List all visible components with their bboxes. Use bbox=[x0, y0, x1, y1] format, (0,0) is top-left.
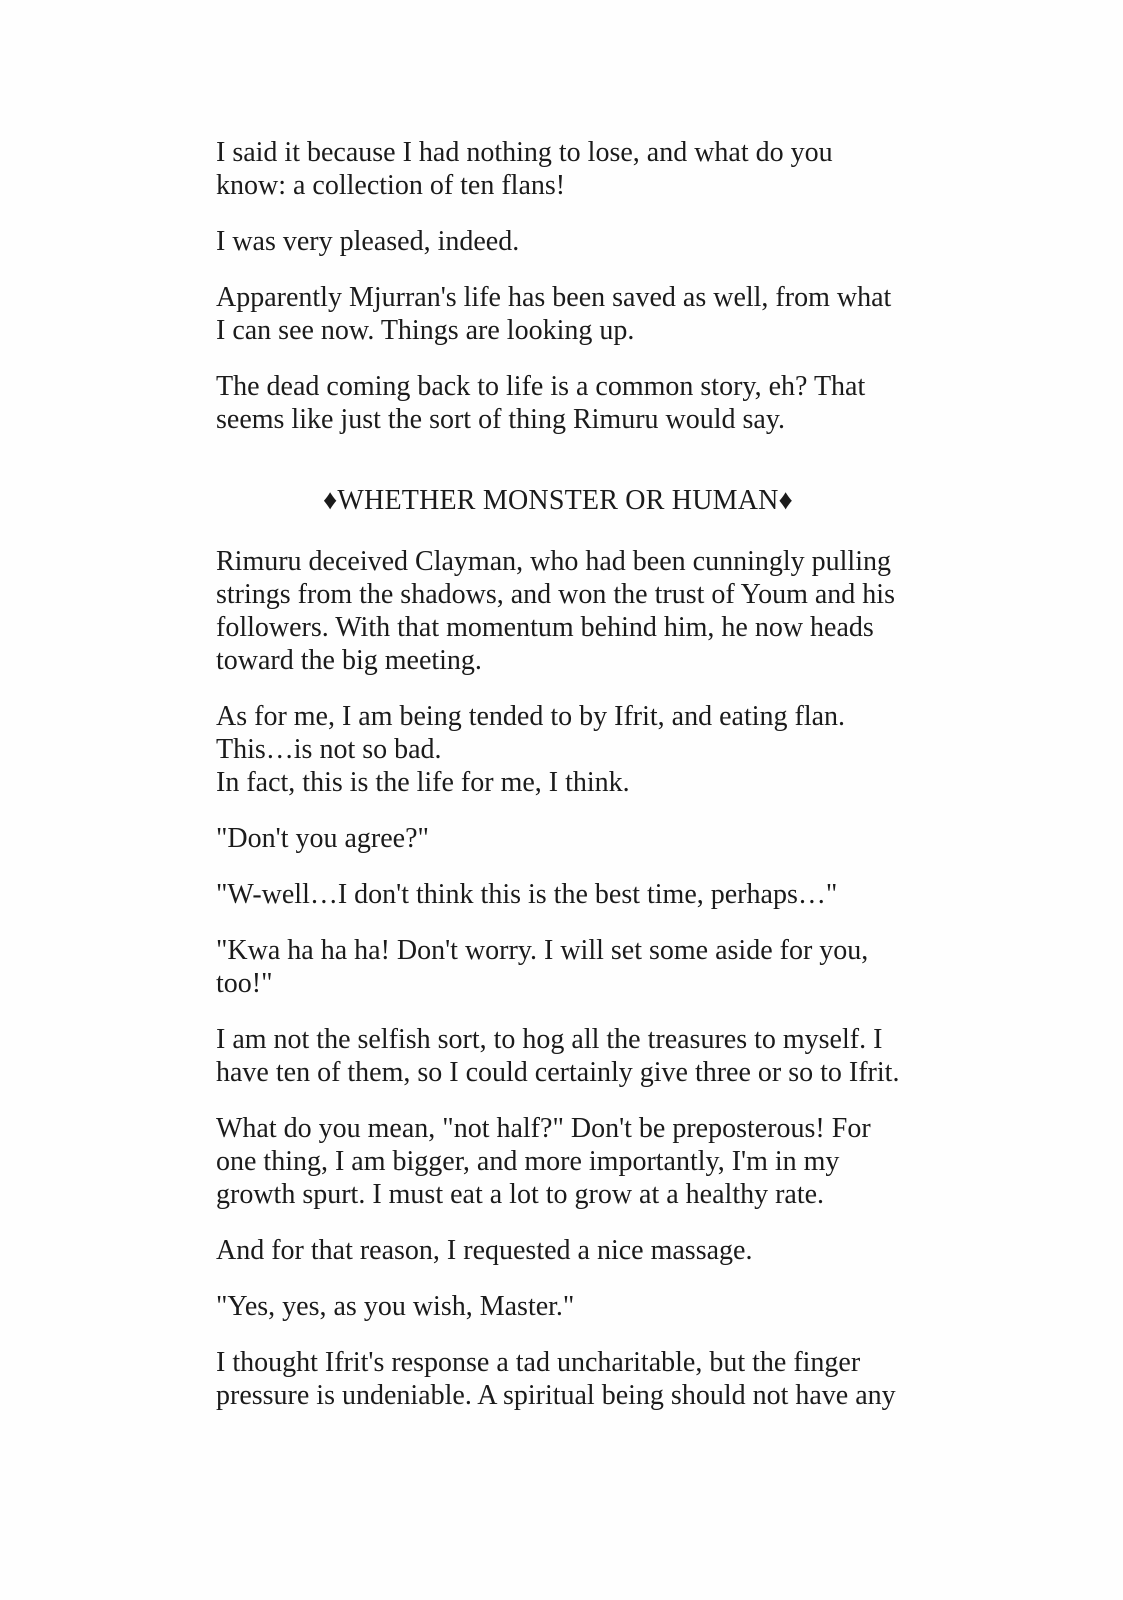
paragraph bbox=[216, 822, 900, 855]
paragraph bbox=[216, 878, 900, 911]
text-line: I thought Ifrit's response a tad uncharitable, but the finger bbox=[216, 1347, 861, 1378]
text-line: Rimuru deceived Clayman, who had been cunningly pulling bbox=[216, 546, 891, 577]
text-line: know: a collection of ten flans! bbox=[216, 170, 566, 201]
text-line: ♦WHETHER MONSTER OR HUMAN♦ bbox=[322, 485, 794, 516]
paragraph bbox=[216, 1112, 900, 1211]
paragraph bbox=[216, 281, 900, 347]
paragraph bbox=[216, 545, 900, 677]
text-line: I can see now. Things are looking up. bbox=[216, 315, 635, 346]
text-line: followers. With that momentum behind him, he now heads bbox=[216, 612, 874, 643]
text-line: too!" bbox=[216, 968, 273, 999]
text-line: strings from the shadows, and won the trust of Youm and his bbox=[216, 579, 895, 610]
section-heading bbox=[216, 484, 900, 517]
paragraph bbox=[216, 1290, 900, 1323]
text-line: What do you mean, "not half?" Don't be preposterous! For bbox=[216, 1113, 871, 1144]
text-line: "Don't you agree?" bbox=[216, 823, 429, 854]
text-line: have ten of them, so I could certainly give three or so to Ifrit. bbox=[216, 1057, 900, 1088]
paragraph bbox=[216, 1023, 900, 1089]
text-line: I am not the selfish sort, to hog all the treasures to myself. I bbox=[216, 1024, 883, 1055]
text-line: This…is not so bad. bbox=[216, 734, 442, 765]
paragraph bbox=[216, 136, 900, 202]
text-line: "Kwa ha ha ha! Don't worry. I will set some aside for you, bbox=[216, 935, 869, 966]
text-line: "W-well…I don't think this is the best time, perhaps…" bbox=[216, 879, 838, 910]
paragraph bbox=[216, 934, 900, 1000]
text-line: growth spurt. I must eat a lot to grow at a healthy rate. bbox=[216, 1179, 825, 1210]
text-line: pressure is undeniable. A spiritual being should not have any bbox=[216, 1380, 896, 1411]
text-line: And for that reason, I requested a nice massage. bbox=[216, 1235, 753, 1266]
text-line: toward the big meeting. bbox=[216, 645, 482, 676]
paragraph bbox=[216, 700, 900, 799]
paragraph bbox=[216, 225, 900, 258]
paragraph bbox=[216, 1234, 900, 1267]
text-line: In fact, this is the life for me, I think. bbox=[216, 767, 630, 798]
text-line: I was very pleased, indeed. bbox=[216, 226, 520, 257]
text-line: "Yes, yes, as you wish, Master." bbox=[216, 1291, 575, 1322]
text-line: As for me, I am being tended to by Ifrit, and eating flan. bbox=[216, 701, 846, 732]
paragraph bbox=[216, 1346, 900, 1412]
text-line: seems like just the sort of thing Rimuru would say. bbox=[216, 404, 786, 435]
text-line: Apparently Mjurran's life has been saved as well, from what bbox=[216, 282, 892, 313]
text-line: one thing, I am bigger, and more importantly, I'm in my bbox=[216, 1146, 840, 1177]
text-column bbox=[216, 136, 900, 1435]
paragraph bbox=[216, 370, 900, 436]
text-line: I said it because I had nothing to lose, and what do you bbox=[216, 137, 833, 168]
text-line: The dead coming back to life is a common story, eh? That bbox=[216, 371, 866, 402]
